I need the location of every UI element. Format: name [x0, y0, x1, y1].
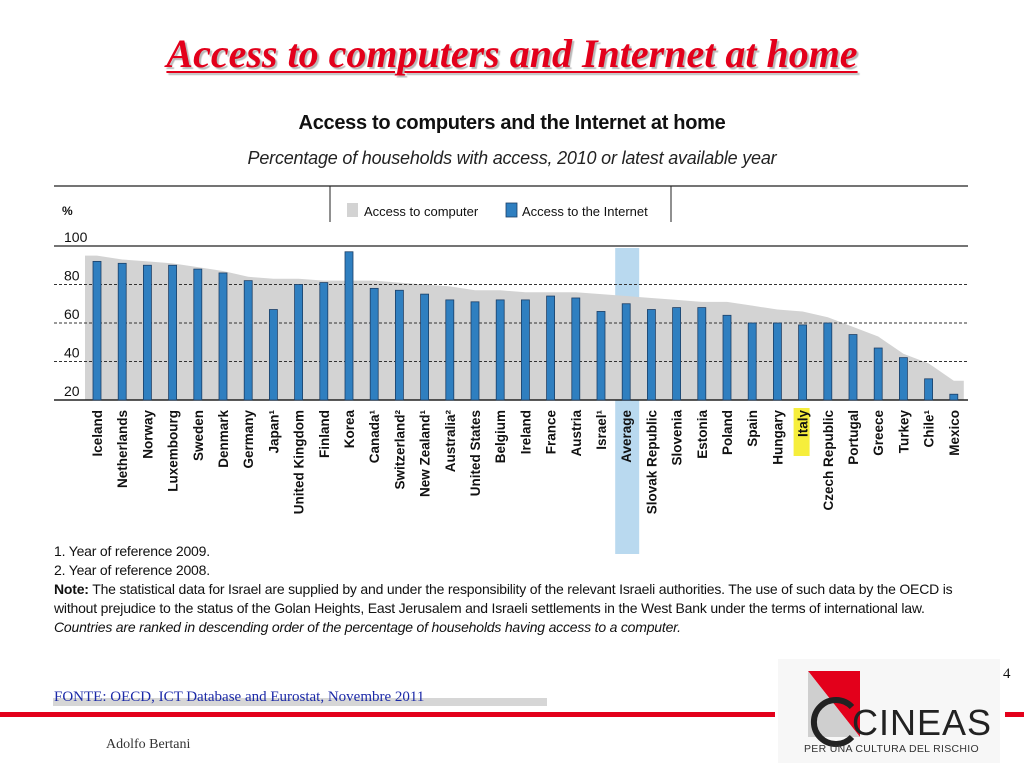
bar-internet-18: [547, 296, 555, 400]
category-label-14: Australia²: [442, 410, 458, 473]
category-label-23: Slovenia: [669, 410, 685, 466]
footnote-1: 1. Year of reference 2009.: [54, 543, 210, 559]
category-label-0: Iceland: [90, 410, 105, 457]
category-label-20: Israel¹: [594, 410, 609, 450]
bar-internet-5: [219, 273, 227, 400]
bar-internet-3: [169, 265, 177, 400]
category-label-21: Average: [619, 410, 635, 463]
bar-internet-31: [874, 348, 882, 400]
category-label-31: Greece: [871, 410, 887, 456]
category-label-3: Luxembourg: [165, 410, 181, 492]
category-label-33: Chile¹: [921, 410, 937, 448]
category-label-27: Hungary: [770, 410, 786, 465]
category-label-34: Mexico: [946, 410, 962, 456]
bar-internet-16: [496, 300, 504, 400]
category-label-12: Switzerland²: [392, 410, 408, 490]
category-label-19: Austria: [568, 410, 584, 457]
category-label-22: Slovak Republic: [644, 410, 660, 515]
bar-internet-20: [597, 311, 605, 400]
legend-label-computer: Access to computer: [364, 204, 479, 219]
chart-title: Access to computers and the Internet at home: [298, 112, 726, 134]
category-label-6: Germany: [241, 410, 257, 469]
bar-internet-22: [647, 310, 655, 400]
logo-wordmark: CINEAS: [852, 702, 993, 743]
bar-internet-27: [773, 323, 781, 400]
note-label: Note:: [54, 581, 89, 597]
bar-internet-13: [421, 294, 429, 400]
category-label-26: Spain: [745, 410, 761, 447]
y-tick-80: 80: [64, 267, 80, 284]
category-label-2: Norway: [140, 410, 156, 459]
bar-internet-32: [899, 358, 907, 400]
category-label-11: Canada¹: [367, 410, 383, 464]
bar-internet-2: [143, 265, 151, 400]
bar-internet-28: [799, 325, 807, 400]
average-highlight-band: [615, 248, 639, 554]
bar-internet-14: [446, 300, 454, 400]
bar-internet-6: [244, 281, 252, 400]
bar-internet-0: [93, 261, 101, 400]
legend-label-internet: Access to the Internet: [522, 204, 648, 219]
category-label-7: Japan¹: [266, 410, 282, 454]
category-label-30: Portugal: [846, 410, 861, 465]
y-axis-unit-label: %: [62, 204, 73, 218]
bar-internet-25: [723, 315, 731, 400]
bar-internet-8: [295, 285, 303, 401]
bar-internet-24: [698, 308, 706, 400]
bar-internet-29: [824, 323, 832, 400]
bar-internet-17: [521, 300, 529, 400]
category-label-5: Denmark: [216, 410, 231, 468]
footnote-2: 2. Year of reference 2008.: [54, 562, 210, 578]
bar-internet-30: [849, 335, 857, 400]
page-number: 4: [1003, 666, 1011, 682]
category-label-10: Korea: [342, 410, 357, 449]
footer-red-bar: [0, 712, 775, 717]
bar-internet-33: [925, 379, 933, 400]
y-tick-20: 20: [64, 383, 80, 399]
category-label-13: New Zealand¹: [417, 409, 433, 498]
category-label-4: Sweden: [190, 410, 206, 462]
category-label-9: Finland: [316, 410, 332, 458]
logo-tagline: PER UNA CULTURA DEL RISCHIO: [804, 743, 979, 755]
bar-internet-11: [370, 288, 378, 400]
category-label-17: Ireland: [518, 410, 534, 455]
note-line-2: without prejudice to the status of the Golan Heights, East Jerusalem and Israeli settlements in the West Bank under the terms of international law.: [54, 600, 925, 616]
source-citation: FONTE: OECD, ICT Database and Eurostat, Novembre 2011: [54, 689, 425, 705]
y-tick-60: 60: [64, 306, 80, 322]
bar-internet-12: [395, 290, 403, 400]
note-text-1: The statistical data for Israel are supplied by and under the responsibility of the relevant Israeli authorities. The use of such data by the OECD is: [92, 581, 953, 597]
legend-swatch-internet: [506, 203, 517, 217]
category-label-24: Estonia: [694, 410, 710, 459]
author: Adolfo Bertani: [106, 737, 191, 752]
y-tick-40: 40: [64, 344, 80, 361]
slide-title: Access to computers and Internet at home: [166, 31, 858, 76]
bar-internet-23: [673, 308, 681, 400]
category-label-28: Italy: [795, 410, 811, 438]
category-label-15: United States: [468, 410, 483, 497]
category-label-29: Czech Republic: [820, 410, 836, 511]
bar-internet-1: [118, 263, 126, 400]
note-line-1: [54, 580, 984, 599]
category-label-25: Poland: [720, 410, 735, 456]
legend-swatch-computer: [347, 203, 358, 217]
bar-internet-9: [320, 283, 328, 400]
footer-red-bar-right: [1005, 712, 1024, 717]
bar-internet-34: [950, 394, 958, 400]
chart-notes: [54, 542, 984, 637]
bar-internet-15: [471, 302, 479, 400]
bar-internet-7: [269, 310, 277, 400]
y-tick-100: 100: [64, 229, 88, 245]
category-label-32: Turkey: [896, 410, 912, 454]
bar-internet-10: [345, 252, 353, 400]
ranking-note: Countries are ranked in descending order of the percentage of households having access to a computer.: [54, 619, 681, 635]
bar-internet-26: [748, 323, 756, 400]
bar-internet-19: [572, 298, 580, 400]
category-label-8: United Kingdom: [291, 410, 307, 515]
chart-subtitle: Percentage of households with access, 2010 or latest available year: [247, 148, 777, 168]
category-label-18: France: [543, 410, 559, 455]
bar-internet-4: [194, 269, 202, 400]
category-label-16: Belgium: [493, 410, 509, 464]
category-label-1: Netherlands: [115, 410, 131, 489]
bar-internet-21: [622, 304, 630, 400]
